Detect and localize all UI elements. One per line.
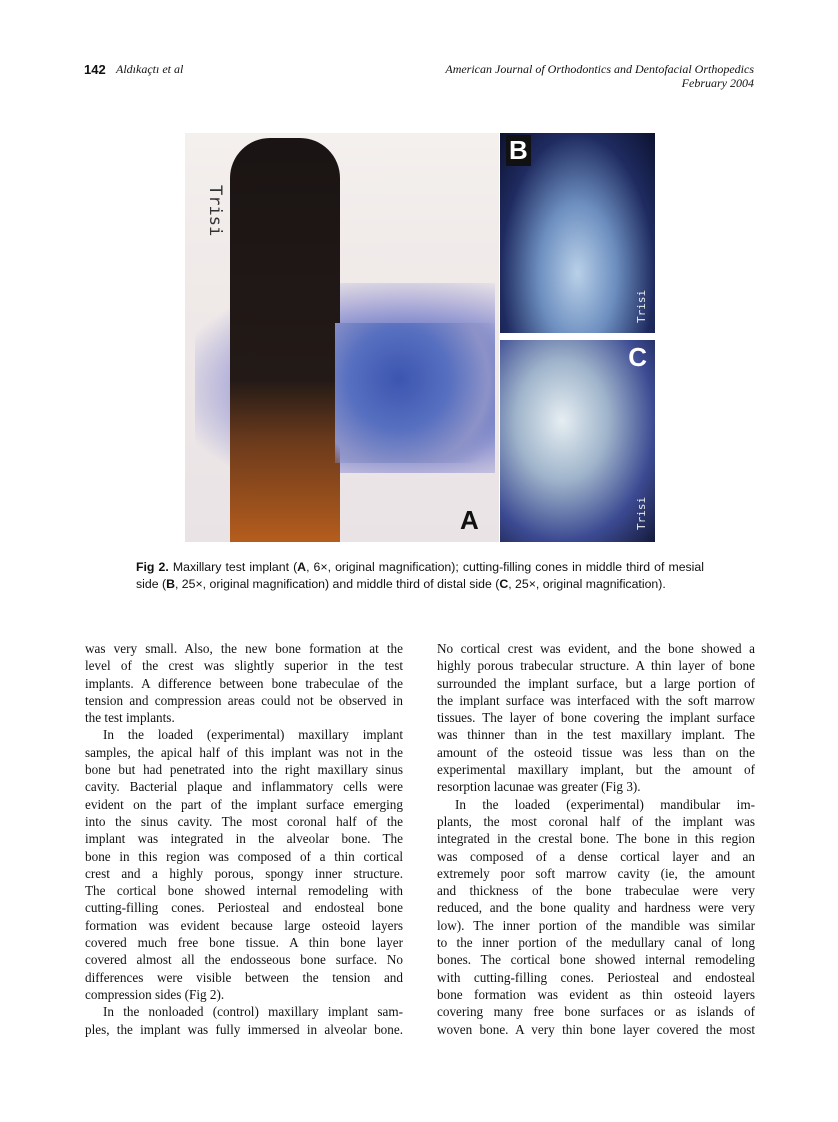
text-line: into the sinus cavity. The most coronal half of the [85,813,403,829]
panel-b-image [500,133,655,333]
text-line: plants, the most coronal half of the implant was [437,813,755,829]
text-line: was composed of a dense cortical layer and an [437,848,755,864]
text-line: No cortical crest was evident, and the bone showed a [437,641,755,656]
text-line: resorption lacunae was greater (Fig 3). [437,779,641,795]
text-line: the test implants. [85,710,175,726]
text-line: evident on the part of the implant surface emerging [85,796,403,812]
page-number: 142 [84,62,106,77]
body-column-left [85,640,403,1038]
text-line: The cortical bone showed internal remodeling with [85,883,403,899]
panel-label-c: C [628,342,647,372]
text-line: compression sides (Fig 2). [85,986,225,1002]
text-line: level of the crest was slightly superior in the test [85,658,403,674]
panel-label-b: B [506,135,531,166]
caption-text: , 25×, original magnification). [508,577,666,591]
text-line: and thickness of the bone trabeculae were very [437,883,755,899]
text-line: In the loaded (experimental) maxillary implant [103,727,403,743]
text-line: highly porous trabecular structure. A thin layer of bone [437,658,755,674]
text-line: low). The inner portion of the mandible was similar [437,917,755,933]
watermark-a: Trisi [205,185,225,237]
text-line: tissues. The layer of bone covering the implant surface [437,710,755,726]
text-line: surrounded the implant surface, but a large portion of [437,675,755,691]
text-line: covering many free bone surfaces or as islands of [437,1004,755,1020]
panel-label-a: A [460,505,479,535]
text-line: covered much free bone tissue. A thin bone layer [85,935,403,951]
text-line: formation was evident because large osteoid layers [85,917,403,933]
text-line: bone formation was evident as thin osteoid layers [437,986,755,1002]
caption-ref-c: C [499,577,509,591]
caption-ref-a: A [297,560,307,574]
text-line: crest and a highly porous, spongy inner structure. [85,865,403,881]
text-line: extremely poor soft marrow cavity (ie, the amount [437,865,755,881]
caption-text: Maxillary test implant ( [168,560,298,574]
caption-ref-b: B [166,577,175,591]
text-line: reduced, and the bone quality and hardness were very [437,900,755,916]
text-line: tension and compression areas could not be observed in [85,692,403,708]
text-line: the implant surface was interfaced with the soft marrow [437,692,755,708]
panel-a-image [185,133,499,542]
text-line: samples, the apical half of this implant was not in the [85,744,403,760]
text-line: to the inner portion of the medullary canal of long [437,935,755,951]
implant [230,138,340,542]
panel-c-image [500,340,655,542]
text-line: In the loaded (experimental) mandibular im- [455,796,755,812]
figure-2 [185,133,655,542]
text-line: In the nonloaded (control) maxillary implant sam- [103,1004,403,1020]
bone-trabeculae [335,323,495,463]
journal-title: American Journal of Orthodontics and Dentofacial Orthopedics [445,62,754,76]
journal-header [445,62,754,90]
text-line: integrated in the crestal bone. The bone in this region [437,831,755,847]
text-line: bone but had penetrated into the right maxillary sinus [85,762,403,778]
watermark-b: Trisi [635,289,648,323]
caption-text: , 25×, original magnification) and middle third of distal side ( [174,577,500,591]
issue-date: February 2004 [681,76,754,90]
running-authors: Aldıkaçtı et al [116,62,184,76]
text-line: cutting-filling cones. Periosteal and endosteal bone [85,900,403,916]
text-line: was thinner than in the test maxillary implant. The [437,727,755,743]
body-column-right [437,640,755,1038]
text-line: experimental maxillary implant, but the amount of [437,762,755,778]
caption-text: , 6×, original magnification); cutting-filling cones in middle third of mesial side ( [136,560,704,591]
text-line: differences were visible between the tension and [85,969,403,985]
text-line: amount of the osteoid tissue was less than on the [437,744,755,760]
text-line: was very small. Also, the new bone formation at the [85,641,403,656]
text-line: ples, the implant was fully immersed in alveolar bone. [85,1021,403,1037]
text-line: covered almost all the endosseous bone surface. No [85,952,403,968]
text-line: cavity. Bacterial plaque and inflammatory cells were [85,779,403,795]
text-line: bones. The cortical bone showed internal remodeling [437,952,755,968]
caption-label: Fig 2. [136,560,169,574]
watermark-c: Trisi [635,496,648,530]
text-line: with cutting-filling cones. Periosteal and endosteal [437,969,755,985]
text-line: bone in this region was composed of a thin cortical [85,848,403,864]
figure-caption [136,559,704,593]
text-line: implants. A difference between bone trabeculae of the [85,675,403,691]
text-line: implant was integrated in the alveolar bone. The [85,831,403,847]
text-line: woven bone. A very thin bone layer covered the most [437,1021,755,1037]
